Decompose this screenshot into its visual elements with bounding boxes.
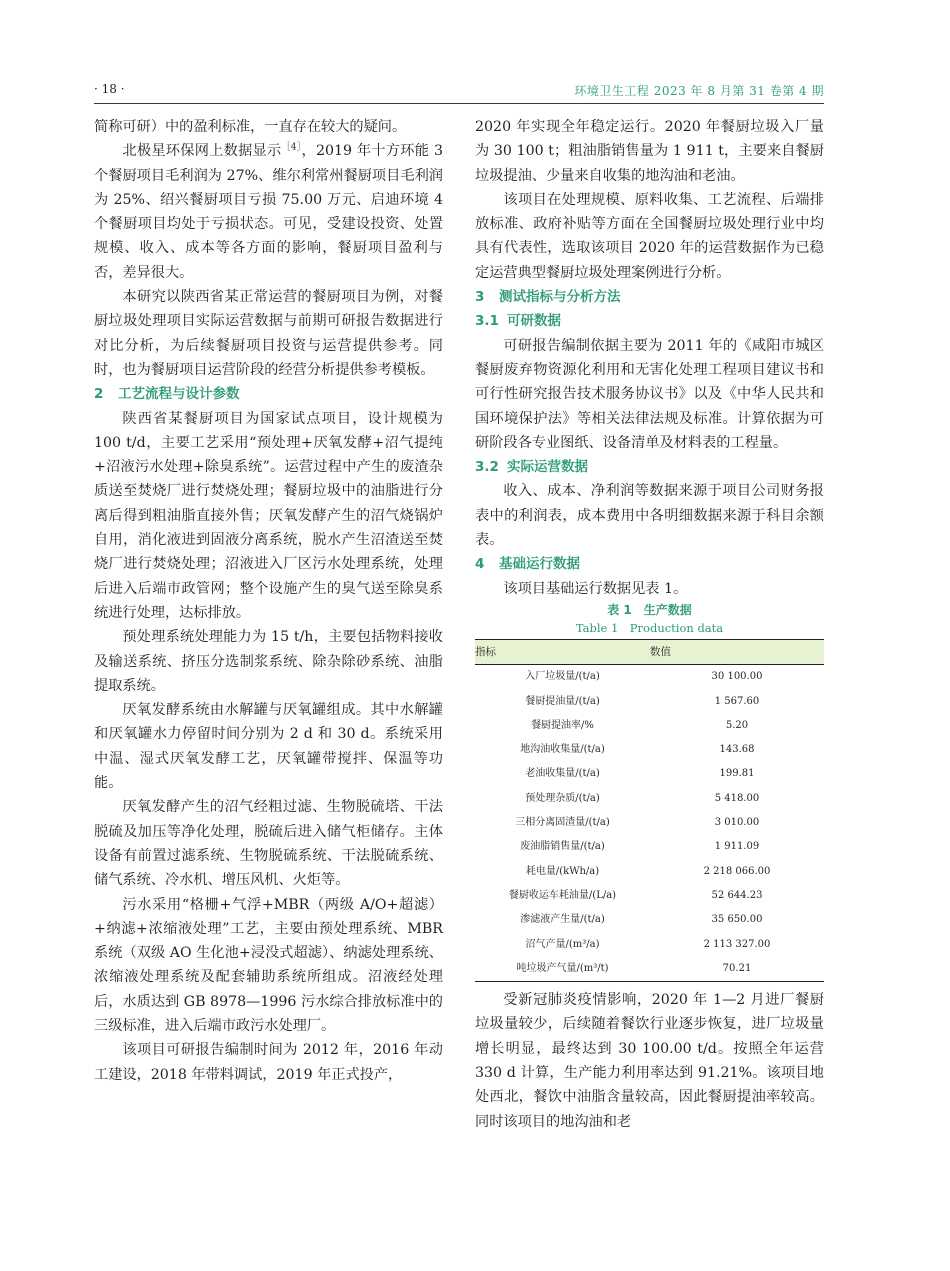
table-row [475,957,824,982]
value-cell: 2 113 327.00 [703,938,771,950]
subsection-heading [475,455,824,479]
indicator-cell: 餐厨收运车耗油量/(L/a) [508,889,617,901]
paragraph: 简称可研）中的盈利标准，一直存在较大的疑问。 [94,119,407,135]
table-row [475,908,824,932]
table-row [475,835,824,859]
value-cell: 5 418.00 [714,792,760,804]
paragraph: 厌氧发酵产生的沼气经粗过滤、生物脱硫塔、干法脱硫及加压等净化处理，脱硫后进入储气柜储存。主体设备有前置过滤系统、生物脱硫系统、干法脱硫系统、储气系统、冷水机、增压风机、火炬等。 [94,799,443,889]
table-row [475,787,824,811]
value-cell: 52 644.23 [711,889,763,901]
citation-ref[interactable]: ［4］ [281,142,302,153]
section-heading [94,382,443,406]
subsection-number: 3.1 [475,313,499,330]
running-header [94,80,824,102]
table-row [475,884,824,908]
paragraph: 污水采用“格栅+气浮+MBR（两级 A/O+超滤）+纳滤+浓缩液处理”工艺，主要由预处理系统、MBR 系统（双级 AO 生化池+浸没式超滤）、纳滤处理系统、浓缩液处理系统及配套辅助系统所组成。沼液经处理后，水质达到 GB 8978—1996 污水综合排放标准中的三级标准，进入后端市政污水处理厂。 [94,896,443,1034]
paragraph: 本研究以陕西省某正常运营的餐厨项目为例，对餐厨垃圾处理项目实际运营数据与前期可研报告数据进行对比分析，为后续餐厨项目投资与运营提供参考。同时，也为餐厨项目运营阶段的经营分析提供参考模板。 [94,289,443,378]
paragraph-text: 北极星环保网上数据显示 [122,143,282,160]
paragraph [94,139,443,285]
subsection-number: 3.2 [475,459,499,476]
section-title: 基础运行数据 [499,556,580,573]
production-data-table [475,639,824,982]
table-row [475,762,824,786]
paragraph: 陕西省某餐厨项目为国家试点项目，设计规模为 100 t/d，主要工艺采用“预处理+厌氧发酵+沼气提纯+沼液污水处理+除臭系统”。运营过程中产生的废渣杂质送至焚烧厂进行焚烧处理；餐厨垃圾中的油脂进行分离后得到粗油脂直接外售；厌氧发酵产生的沼气烧锅炉自用，消化液进到固液分离系统，脱水产生沼渣送至焚烧厂进行焚烧处理；沼液进入厂区污水处理系统，处理后进入后端市政管网；整个设施产生的臭气送至除臭系统进行处理，达标排放。 [94,410,443,621]
indicator-cell: 地沟油收集量/(t/a) [520,744,605,756]
indicator-cell: 三相分离固渣量/(t/a) [515,817,610,829]
value-cell: 143.68 [719,744,755,756]
paragraph: 2020 年实现全年稳定运行。2020 年餐厨垃圾入厂量为 30 100 t；粗油脂销售量为 1 911 t，主要来自餐厨垃圾提油、少量来自收集的地沟油和老油。 [475,119,824,184]
column-header: 指标 [475,639,650,664]
table-row [475,665,824,690]
indicator-cell: 餐厨提油量/(t/a) [525,695,600,707]
table-header-row [475,639,824,664]
table-row [475,738,824,762]
header-rule [94,103,824,104]
value-cell: 5.20 [725,719,749,731]
indicator-cell: 吨垃圾产气量/(m³/t) [516,962,609,974]
value-cell: 2 218 066.00 [703,865,771,877]
right-column [475,115,824,1134]
paragraph: 可研报告编制依据主要为 2011 年的《咸阳市城区餐厨废弃物资源化利用和无害化处理工程项目建议书和可行性研究报告技术服务协议书》以及《中华人民共和国环境保护法》等相关法律法规及标准。计算依据为可研阶段各专业图纸、设备清单及材料表的工程量。 [475,337,824,451]
table-row [475,690,824,714]
section-number: 3 [475,289,485,306]
table-row [475,714,824,738]
section-title: 工艺流程与设计参数 [118,386,240,403]
value-cell: 30 100.00 [711,671,763,683]
value-cell: 1 911.09 [714,841,760,853]
value-cell: 199.81 [719,768,755,780]
paragraph: 厌氧发酵系统由水解罐与厌氧罐组成。其中水解罐和厌氧罐水力停留时间分别为 2 d 和 30 d。系统采用中温、湿式厌氧发酵工艺，厌氧罐带搅拌、保温等功能。 [94,702,443,792]
value-cell: 70.21 [722,962,752,974]
indicator-cell: 耗电量/(kWh/a) [525,865,600,877]
subsection-title: 实际运营数据 [507,459,588,476]
indicator-cell: 餐厨提油率/% [531,719,594,731]
section-heading [475,552,824,576]
left-column [94,115,443,1087]
page-number: · 18 · [94,82,125,96]
value-cell: 1 567.60 [714,695,760,707]
table-row [475,811,824,835]
paragraph: 预处理系统处理能力为 15 t/h，主要包括物料接收及输送系统、挤压分选制浆系统、除杂除砂系统、油脂提取系统。 [94,629,443,694]
table-row [475,933,824,957]
paragraph: 该项目基础运行数据见表 1。 [503,580,688,597]
paragraph: 该项目在处理规模、原料收集、工艺流程、后端排放标准、政府补贴等方面在全国餐厨垃圾处理行业中均具有代表性，选取该项目 2020 年的运营数据作为已稳定运营典型餐厨垃圾处理案例进行分析。 [475,191,824,281]
value-cell: 35 650.00 [711,914,763,926]
paragraph: 受新冠肺炎疫情影响，2020 年 1—2 月进厂餐厨垃圾量较少，后续随着餐饮行业逐步恢复，进厂垃圾量增长明显，最终达到 30 100.00 t/d。按照全年运营 330 d 计算，生产能力利用率达到 91.21%。该项目地处西北，餐饮中油脂含量较高，因此餐厨提油率较高。同时该项目的地沟油和老 [475,992,824,1130]
indicator-cell: 入厂垃圾量/(t/a) [525,671,600,683]
indicator-cell: 渗滤液产生量/(t/a) [520,914,605,926]
indicator-cell: 预处理杂质/(t/a) [525,792,600,804]
journal-title: 环境卫生工程 2023 年 8 月第 31 卷第 4 期 [574,84,824,98]
section-heading [475,285,824,309]
section-number: 2 [94,386,104,403]
table-row [475,860,824,884]
paragraph: 该项目可研报告编制时间为 2012 年，2016 年动工建设，2018 年带料调试，2019 年正式投产， [94,1042,443,1083]
paragraph-text: ，2019 年十方环能 3 个餐厨项目毛利润为 27%、维尔利常州餐厨项目毛利润为 25%、绍兴餐厨项目亏损 75.00 万元、启迪环境 4 个餐厨项目均处于亏损状态。可见，受建设投资、处置规模、收入、成本等各方面的影响，餐厨项目盈利与否，差异很大。 [94,143,443,281]
value-cell: 3 010.00 [714,817,760,829]
indicator-cell: 沼气产量/(m³/a) [525,938,600,950]
table-caption-en: Table 1 Production data [575,620,724,635]
section-number: 4 [475,556,485,573]
section-title: 测试指标与分析方法 [499,289,621,306]
table-caption [475,601,824,637]
indicator-cell: 老油收集量/(t/a) [525,768,600,780]
paragraph: 收入、成本、净利润等数据来源于项目公司财务报表中的利润表，成本费用中各明细数据来源于科目余额表。 [475,483,824,549]
table-caption-cn: 表 1 生产数据 [607,602,692,617]
subsection-heading [475,309,824,333]
indicator-cell: 废油脂销售量/(t/a) [520,841,605,853]
subsection-title: 可研数据 [507,313,561,330]
column-header: 数值 [650,639,824,664]
table-body [475,665,824,982]
